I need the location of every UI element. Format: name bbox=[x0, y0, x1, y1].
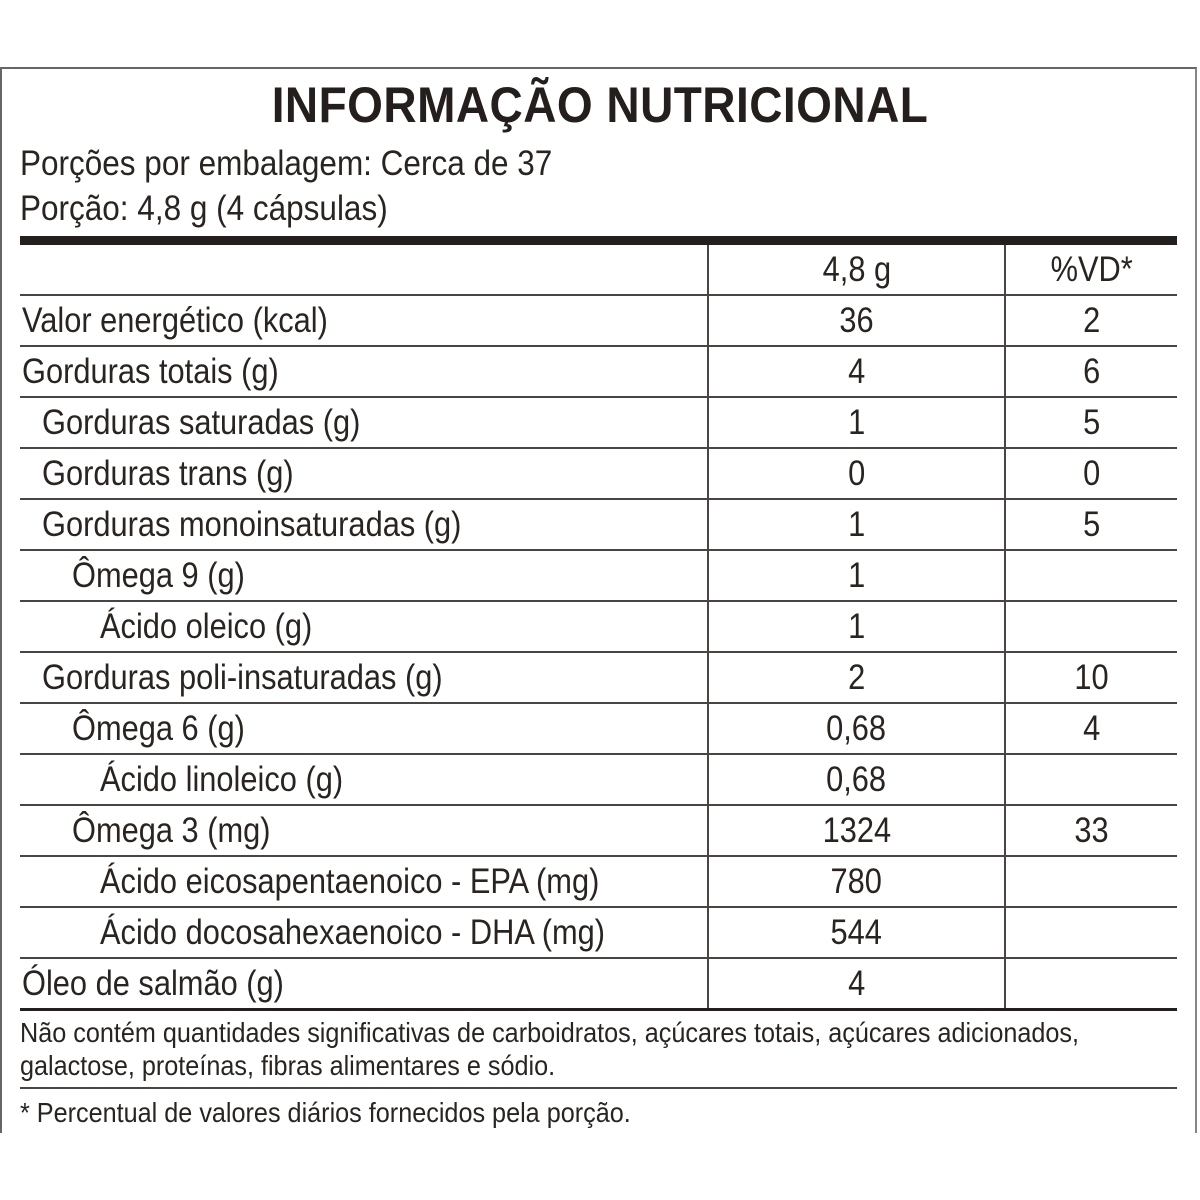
nutrient-dv: 10 bbox=[1005, 652, 1177, 703]
nutrient-name: Ômega 6 (g) bbox=[20, 703, 708, 754]
nutrient-dv: 2 bbox=[1005, 295, 1177, 346]
nutrient-dv bbox=[1005, 601, 1177, 652]
nutrient-amount: 1 bbox=[708, 499, 1005, 550]
nutrient-amount: 1324 bbox=[708, 805, 1005, 856]
nutrient-name: Gorduras totais (g) bbox=[20, 346, 708, 397]
table-row bbox=[20, 856, 1177, 907]
nutrient-name: Ácido linoleico (g) bbox=[20, 754, 708, 805]
nutrient-dv: 4 bbox=[1005, 703, 1177, 754]
thick-divider bbox=[20, 236, 1177, 245]
table-row bbox=[20, 805, 1177, 856]
servings-per-package: Porções por embalagem: Cerca de 37 bbox=[20, 144, 553, 183]
nutrient-dv bbox=[1005, 907, 1177, 958]
nutrient-name: Gorduras trans (g) bbox=[20, 448, 708, 499]
nutrient-dv bbox=[1005, 958, 1177, 1010]
nutrient-name: Ômega 9 (g) bbox=[20, 550, 708, 601]
nutrient-amount: 1 bbox=[708, 601, 1005, 652]
nutrient-amount: 4 bbox=[708, 958, 1005, 1010]
table-row bbox=[20, 754, 1177, 805]
nutrient-dv bbox=[1005, 754, 1177, 805]
nutrition-table bbox=[20, 245, 1177, 1011]
table-row bbox=[20, 652, 1177, 703]
header-blank-cell bbox=[20, 245, 708, 295]
nutrient-amount: 1 bbox=[708, 397, 1005, 448]
table-row bbox=[20, 958, 1177, 1010]
nutrient-dv bbox=[1005, 550, 1177, 601]
nutrient-name: Ômega 3 (mg) bbox=[20, 805, 708, 856]
nutrient-amount: 544 bbox=[708, 907, 1005, 958]
footnote-daily-value: * Percentual de valores diários fornecidos pela porção. bbox=[20, 1097, 631, 1128]
nutrient-name: Óleo de salmão (g) bbox=[20, 958, 708, 1010]
nutrient-amount: 780 bbox=[708, 856, 1005, 907]
nutrient-name: Ácido oleico (g) bbox=[20, 601, 708, 652]
nutrient-dv: 5 bbox=[1005, 499, 1177, 550]
nutrient-amount: 4 bbox=[708, 346, 1005, 397]
table-row bbox=[20, 907, 1177, 958]
table-header-row bbox=[20, 245, 1177, 295]
nutrient-dv bbox=[1005, 856, 1177, 907]
table-row bbox=[20, 703, 1177, 754]
nutrient-amount: 1 bbox=[708, 550, 1005, 601]
nutrient-dv: 0 bbox=[1005, 448, 1177, 499]
label-title: INFORMAÇÃO NUTRICIONAL bbox=[271, 77, 929, 133]
nutrient-name: Gorduras saturadas (g) bbox=[20, 397, 708, 448]
nutrient-amount: 36 bbox=[708, 295, 1005, 346]
table-row bbox=[20, 397, 1177, 448]
nutrient-name: Gorduras poli-insaturadas (g) bbox=[20, 652, 708, 703]
table-row bbox=[20, 295, 1177, 346]
nutrient-name: Gorduras monoinsaturadas (g) bbox=[20, 499, 708, 550]
footnote-divider bbox=[20, 1087, 1177, 1089]
nutrient-dv: 5 bbox=[1005, 397, 1177, 448]
table-row bbox=[20, 499, 1177, 550]
table-row bbox=[20, 550, 1177, 601]
nutrient-dv: 33 bbox=[1005, 805, 1177, 856]
nutrient-name: Valor energético (kcal) bbox=[20, 295, 708, 346]
nutrient-name: Ácido eicosapentaenoico - EPA (mg) bbox=[20, 856, 708, 907]
header-dv: %VD* bbox=[1005, 245, 1177, 295]
nutrient-amount: 2 bbox=[708, 652, 1005, 703]
nutrient-name: Ácido docosahexaenoico - DHA (mg) bbox=[20, 907, 708, 958]
footnote-not-significant-line1: Não contém quantidades significativas de carboidratos, açúcares totais, açúcares adicionados, bbox=[20, 1017, 1080, 1048]
table-row bbox=[20, 346, 1177, 397]
footnote-not-significant-line2: galactose, proteínas, fibras alimentares e sódio. bbox=[20, 1050, 556, 1081]
table-row bbox=[20, 601, 1177, 652]
nutrient-dv: 6 bbox=[1005, 346, 1177, 397]
nutrient-amount: 0,68 bbox=[708, 754, 1005, 805]
table-row bbox=[20, 448, 1177, 499]
nutrient-amount: 0 bbox=[708, 448, 1005, 499]
header-amount: 4,8 g bbox=[708, 245, 1005, 295]
nutrient-amount: 0,68 bbox=[708, 703, 1005, 754]
serving-size: Porção: 4,8 g (4 cápsulas) bbox=[20, 189, 388, 228]
